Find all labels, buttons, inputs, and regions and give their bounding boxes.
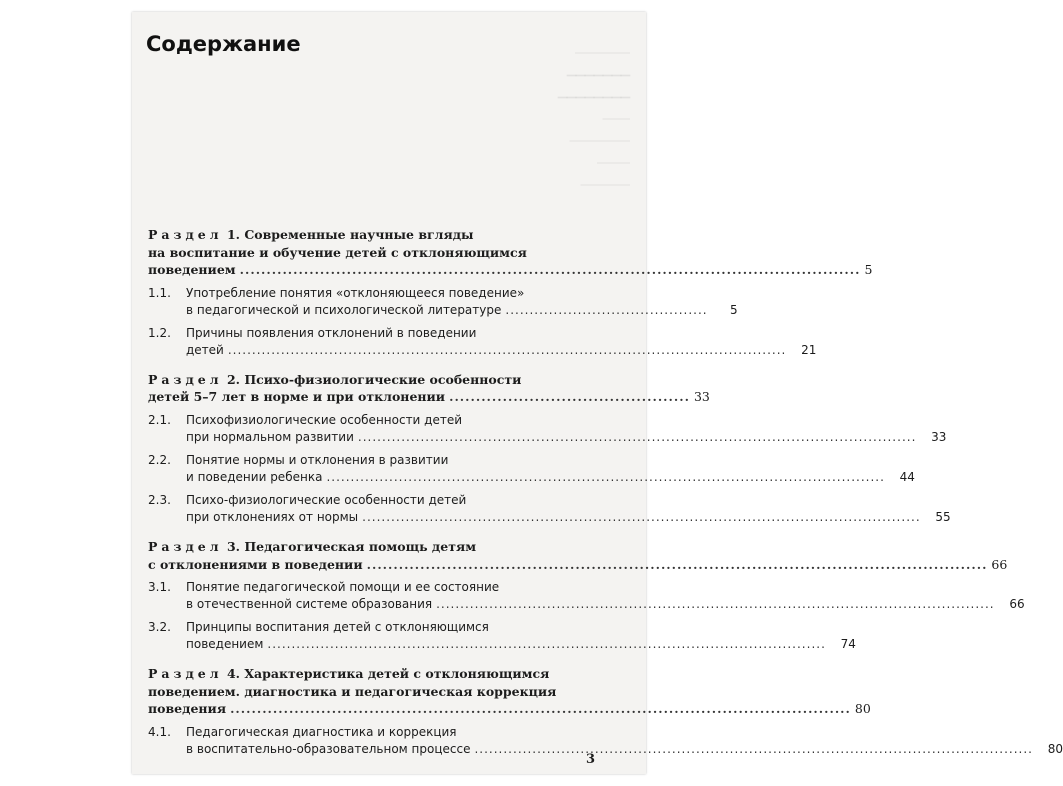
page-ref: 44 [899,469,915,484]
toc-item [148,492,951,526]
toc-section-2 [148,371,951,526]
leader-dots: .................................................................................................................... [366,556,988,572]
leader-dots: .......................................... [505,302,708,317]
page-ref: 33 [931,429,947,444]
leader-dots: .................................................................................................................... [227,342,787,357]
item-number: 2.2. [148,452,171,467]
item-line: в отечественной системе образования [186,597,433,612]
toc-section-1 [148,226,873,359]
item-line: Принципы воспитания детей с отклоняющимся [186,620,489,635]
item-line: при отклонениях от нормы [186,509,359,524]
section-heading-line: поведением [148,262,236,278]
section-heading-line: поведением. диагностика и педагогическая коррекция [148,683,557,699]
book-page [132,12,1063,774]
section-lead: Раздел [148,371,223,387]
leader-dots: .................................................................................................................... [230,701,851,717]
page-ref: 80 [1047,741,1063,756]
section-heading-line: поведения [148,701,227,717]
page-ref: 5 [864,262,873,278]
section-lead: Раздел [148,538,223,554]
section-heading-line: 1. Современные научные вгляды [226,227,474,242]
toc-item [148,285,738,319]
item-line: детей [186,342,224,357]
section-heading-line: детей 5–7 лет в норме и при отклонении [148,389,446,405]
section-heading-line: 3. Педагогическая помощь детям [226,538,477,554]
leader-dots: .................................................................................................................... [267,637,826,652]
item-line: и поведении ребенка [186,469,323,484]
leader-dots: ............................................. [449,389,690,405]
item-line: в воспитательно-образовательном процессе [186,741,471,756]
section-heading-line: на воспитание и обучение детей с отклоняющимся [148,244,527,260]
page-ref: 74 [840,637,856,652]
leader-dots: .................................................................................................................... [362,509,921,524]
toc-item [148,724,1063,758]
item-number: 4.1. [148,724,171,739]
section-heading [148,538,1008,573]
toc-item [148,325,817,359]
page-ref: 33 [693,389,710,405]
page-number: 3 [586,752,596,767]
section-lead: Раздел [148,666,223,682]
table-of-contents [148,226,1063,770]
item-line: Понятие педагогической помощи и ее состояние [186,580,500,595]
section-lead: Раздел [148,227,223,242]
leader-dots: .................................................................................................................... [474,741,1033,756]
item-number: 3.2. [148,620,171,635]
page-ref: 66 [991,556,1008,572]
page-ref: 66 [1009,597,1025,612]
section-heading-line: с отклонениями в поведении [148,556,363,572]
item-number: 2.3. [148,492,171,507]
leader-dots: .................................................................................................................... [357,429,917,444]
item-number: 1.1. [148,285,171,300]
section-heading [148,371,710,406]
page-ref: 80 [854,701,871,717]
item-line: при нормальном развитии [186,429,354,444]
toc-section-4 [148,665,1063,758]
item-line: Понятие нормы и отклонения в развитии [186,452,449,467]
leader-dots: .................................................................................................................... [326,469,885,484]
item-line: Употребление понятия «отклоняющееся поведение» [186,285,525,300]
section-heading-line: 4. Характеристика детей с отклоняющимся [226,666,550,682]
item-number: 1.2. [148,325,171,340]
page-ref: 55 [935,509,951,524]
section-heading-line: 2. Психо-физиологические особенности [226,371,522,387]
item-number: 2.1. [148,412,171,427]
toc-item [148,619,856,653]
section-heading [148,665,871,718]
toc-item [148,452,915,486]
item-line: Педагогическая диагностика и коррекция [186,724,457,739]
toc-item [148,412,947,446]
leader-dots: .................................................................................................................... [239,262,861,278]
item-line: Психофизиологические особенности детей [186,412,463,427]
toc-item [148,579,1025,613]
toc-section-3 [148,538,1025,653]
item-line: поведением [186,637,264,652]
item-number: 3.1. [148,580,171,595]
leader-dots: .................................................................................................................... [436,597,995,612]
bleed-through-texture: ⎯⎯⎯⎯⎯⎯⎯⎯⎯⎯ ⎯⎯⎯⎯⎯⎯⎯ ⎯⎯⎯⎯⎯⎯⎯⎯ ⎯⎯⎯⎯⎯ ⎯⎯⎯⎯⎯⎯⎯⎯⎯⎯⎯ ⎯⎯⎯⎯⎯⎯ ⎯⎯⎯⎯⎯⎯⎯⎯⎯ [558,46,630,191]
item-line: Причины появления отклонений в поведении [186,325,477,340]
section-heading [148,226,873,279]
item-line: в педагогической и психологической литературе [186,302,502,317]
page-ref: 21 [801,342,817,357]
page-title: Содержание [146,32,301,56]
page-ref: 5 [729,302,738,317]
item-line: Психо-физиологические особенности детей [186,492,467,507]
